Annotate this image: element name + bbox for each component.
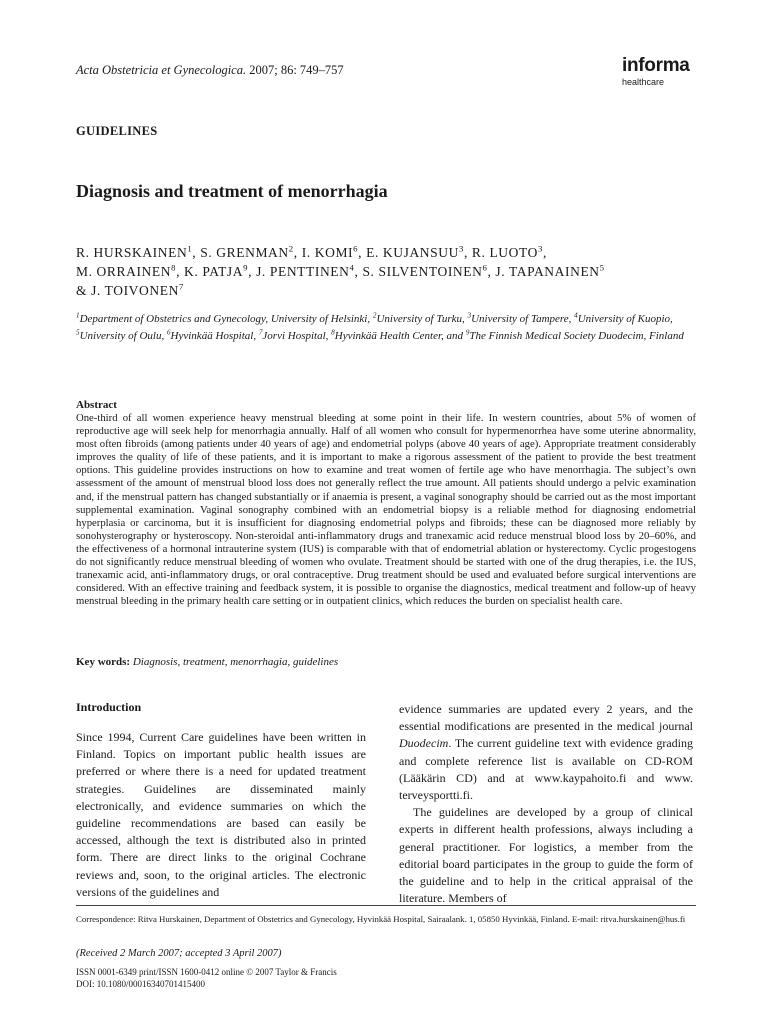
publication-info [76,967,337,990]
affiliation-item: University of Turku, [376,313,468,325]
affiliation-item: Department of Obstetrics and Gynecology, University of Helsinki, [79,313,373,325]
author-item: J. PENTTINEN$^4$, [256,262,363,279]
author-item: M. ORRAINEN$^8$, [76,262,185,279]
paragraph: evidence summaries are updated every 2 years, and the essential modifications are presented in the medical journal Duodecim. The current guideline text with evidence grading and complete reference list is available on CD-ROM (Lääkärin CD) and at www.kaypahoito.fi and www. terveysportti.fi. [399,702,693,803]
author-item: J. TAPANAINEN$^5$ [495,262,605,279]
journal-reference: Duodecim [399,736,449,751]
issn-line: ISSN 0001-6349 print/ISSN 1600-0412 online © 2007 Taylor & Francis [76,967,337,977]
author-item: & J. TOIVONEN$^7$ [76,281,184,298]
author-item: S. SILVENTOINEN$^6$, [362,262,496,279]
publisher-logo-subtext: healthcare [622,77,665,87]
journal-name: Acta Obstetricia et Gynecologica. [76,63,247,77]
affiliation-item: Jorvi Hospital, [262,330,332,342]
affiliation-item: Hyvinkää Health Center, and [334,330,466,342]
author-item: I. KOMI$^6$, [301,243,367,260]
introduction-right-column [399,701,693,907]
keywords-text: Diagnosis, treatment, menorrhagia, guidelines [132,656,339,668]
section-label: GUIDELINES [76,124,158,138]
author-item: K. PATJA$^9$, [184,262,257,279]
affiliation-item: University of Tampere, [471,313,575,325]
publisher-logo [622,56,702,87]
affiliation-item: The Finnish Medical Society Duodecim, Finland [469,330,684,342]
keywords [76,656,338,668]
article-title: Diagnosis and treatment of menorrhagia [76,181,388,201]
footnote-divider [76,905,696,906]
affiliations: $^1$Department of Obstetrics and Gynecology, University of Helsinki, $^2$University of Turku, $^3$University of Tampere, $^4$University of Kuopio, $^5$University of Oulu, $^6$Hyvinkää Hospital, $^7$Jorvi Hospital, $^8$Hyvinkää Health Center, and $^9$The Finnish Medical Society Duodecim, Finland [76,311,684,342]
journal-citation [76,63,344,78]
abstract-text: One-third of all women experience heavy menstrual bleeding at some point in their life. In western countries, about 5% of women of reproductive age will seek help for menorrhagia annually. Half of all women who consult for hypermenorrhea have some uterine abnormality, most often fibroids (among patients under 40 years of age) and endometrial polyps (above 40 years of age). Appropriate treatment considerably improves the quality of life of these patients, and it is important to make a rigorous assessment of the patient to provide the best treatment options. This guideline provides instructions on how to examine and treat women of fertile age who have menorrhagia. The subject’s own assessment of the amount of menstrual blood loss does not generally reflect the true amount. All patients should undergo a pelvic examination and, if the menstrual pattern has changed substantially or if anaemia is present, a vaginal sonography should be carried out as the most important supplemental examination. Vaginal sonography combined with an endometrial biopsy is a reliable method for diagnosing endometrial hyperplasia or carcinoma, but it is insufficient for diagnosing endometrial polyps and fibroids; these can be diagnosed more reliably by sonohysterography or hysteroscopy. Non-steroidal anti-inflammatory drugs and tranexamic acid reduce menstrual blood loss by 20–60%, and the effectiveness of a hormonal intrauterine system (IUS) is comparable with that of endometrial ablation or hysterectomy. Cyclic progestogens do not significantly reduce menstrual bleeding of women who ovulate. Treatment should be started with one of the drug therapies, i.e. the IUS, tranexamic acid, anti-inflammatory drugs, or oral contraceptive. Drug treatment should be used and evaluated before surgical interventions are considered. With an effective training and feedback system, it is possible to organise the diagnostics, medical treatment and follow-up of heavy menstrual bleeding in the primary health care setting or in outpatient clinics, which reduces the burden on specialist health care. [76,412,696,608]
author-item: R. HURSKAINEN$^1$, [76,243,201,260]
affiliation-item: University of Kuopio, [577,313,673,325]
affiliation-item: Hyvinkää Hospital, [170,330,259,342]
introduction-heading: Introduction [76,700,142,714]
abstract-heading: Abstract [76,399,117,411]
author-item: E. KUJANSUU$^3$, [366,243,472,260]
author-item: R. LUOTO$^3$, [471,243,547,260]
correspondence-note: Correspondence: Ritva Hurskainen, Department of Obstetrics and Gynecology, Hyvinkää Hospital, Sairaalank. 1, 05850 Hyvinkää, Finland. E-mail: ritva.hurskainen@hus.fi [76,914,686,924]
paragraph: The guidelines are developed by a group of clinical experts in different health professions, always including a general practitioner. For logistics, a member from the editorial board participates in the group to guide the form of the guideline and to help in the critical appraisal of the literature. Members of [399,805,693,906]
journal-volume: 2007; 86: 749–757 [246,63,344,77]
publisher-logo-text: informa [622,55,690,76]
author-list [76,243,716,300]
author-item: S. GRENMAN$^2$, [200,243,302,260]
affiliation-item: University of Oulu, [79,330,167,342]
introduction-left-column: Since 1994, Current Care guidelines have been written in Finland. Topics on important public health issues are preferred or where there is a need for updated treatment strategies. Guidelines are disseminated mainly electronically, and evidence summaries on which the guideline recommendations are based can easily be accessed, although the text is distributed also in printed form. There are direct links to the original Cochrane reviews and, soon, to the original articles. The electronic versions of the guidelines and [76,730,366,899]
doi-line: DOI: 10.1080/00016340701415400 [76,978,205,989]
received-dates: (Received 2 March 2007; accepted 3 April 2007) [76,948,282,959]
keywords-label: Key words: [76,656,131,668]
